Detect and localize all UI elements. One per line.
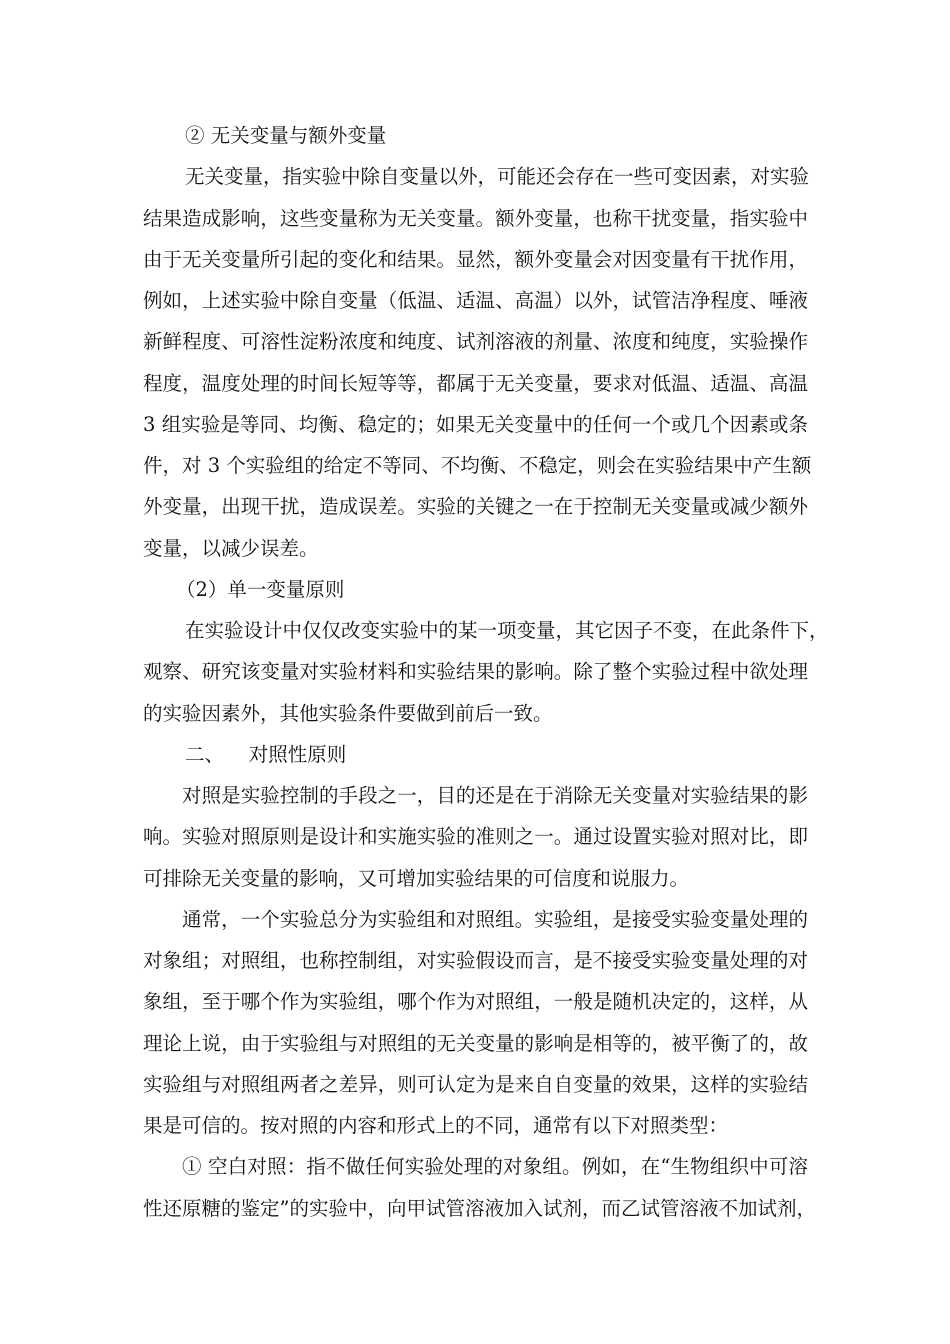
paragraph-line: 对照是实验控制的手段之一，目的还是在于消除无关变量对实验结果的影 (182, 784, 808, 807)
paragraph-line: 观察、研究该变量对实验材料和实验结果的影响。除了整个实验过程中欲处理 (143, 660, 808, 683)
subheading-single-variable-principle: （2）单一变量原则 (176, 578, 345, 601)
paragraph-line: 无关变量，指实验中除自变量以外，可能还会存在一些可变因素，对实验 (185, 165, 810, 188)
paragraph-line: 响。实验对照原则是设计和实施实验的准则之一。通过设置实验对照对比，即 (143, 825, 808, 848)
paragraph-line: 理论上说，由于实验组与对照组的无关变量的影响是相等的，被平衡了的，故 (143, 1032, 808, 1055)
paragraph-line: 在实验设计中仅仅改变实验中的某一项变量，其它因子不变，在此条件下， (185, 619, 829, 642)
paragraph-line: 程度，温度处理的时间长短等等，都属于无关变量，要求对低温、适温、高温 (143, 372, 808, 395)
section-heading-control-principle: 二、 对照性原则 (185, 743, 347, 766)
paragraph-line: 通常，一个实验总分为实验组和对照组。实验组，是接受实验变量处理的 (182, 908, 808, 931)
paragraph-line: 件，对 3 个实验组的给定不等同、不均衡、不稳定，则会在实验结果中产生额 (143, 454, 812, 477)
paragraph-line: 的实验因素外，其他实验条件要做到前后一致。 (143, 702, 553, 725)
paragraph-line: 象组，至于哪个作为实验组，哪个作为对照组，一般是随机决定的，这样，从 (143, 990, 808, 1013)
paragraph-line: 实验组与对照组两者之差异，则可认定为是来自自变量的效果，这样的实验结 (143, 1073, 808, 1096)
paragraph-line: 结果造成影响，这些变量称为无关变量。额外变量，也称干扰变量，指实验中 (143, 207, 808, 230)
paragraph-line: 外变量，出现干扰，造成误差。实验的关键之一在于控制无关变量或减少额外 (143, 495, 808, 518)
paragraph-line: 对象组；对照组，也称控制组，对实验假设而言，是不接受实验变量处理的对 (143, 949, 808, 972)
paragraph-line: 例如，上述实验中除自变量（低温、适温、高温）以外，试管洁净程度、唾液 (143, 289, 808, 312)
paragraph-line: ① 空白对照：指不做任何实验处理的对象组。例如，在“生物组织中可溶 (182, 1155, 808, 1178)
paragraph-line: 果是可信的。按对照的内容和形式上的不同，通常有以下对照类型： (143, 1114, 729, 1137)
paragraph-line: 性还原糖的鉴定”的实验中，向甲试管溶液加入试剂，而乙试管溶液不加试剂， (143, 1197, 816, 1220)
subheading-irrelevant-and-extra-variables: ② 无关变量与额外变量 (185, 124, 387, 147)
paragraph-line: 由于无关变量所引起的变化和结果。显然，额外变量会对因变量有干扰作用， (143, 248, 808, 271)
paragraph-line: 可排除无关变量的影响，又可增加实验结果的可信度和说服力。 (143, 867, 690, 890)
paragraph-line: 新鲜程度、可溶性淀粉浓度和纯度、试剂溶液的剂量、浓度和纯度，实验操作 (143, 330, 808, 353)
paragraph-line: 3 组实验是等同、均衡、稳定的；如果无关变量中的任何一个或几个因素或条 (143, 413, 808, 436)
paragraph-line: 变量，以减少误差。 (143, 537, 319, 560)
